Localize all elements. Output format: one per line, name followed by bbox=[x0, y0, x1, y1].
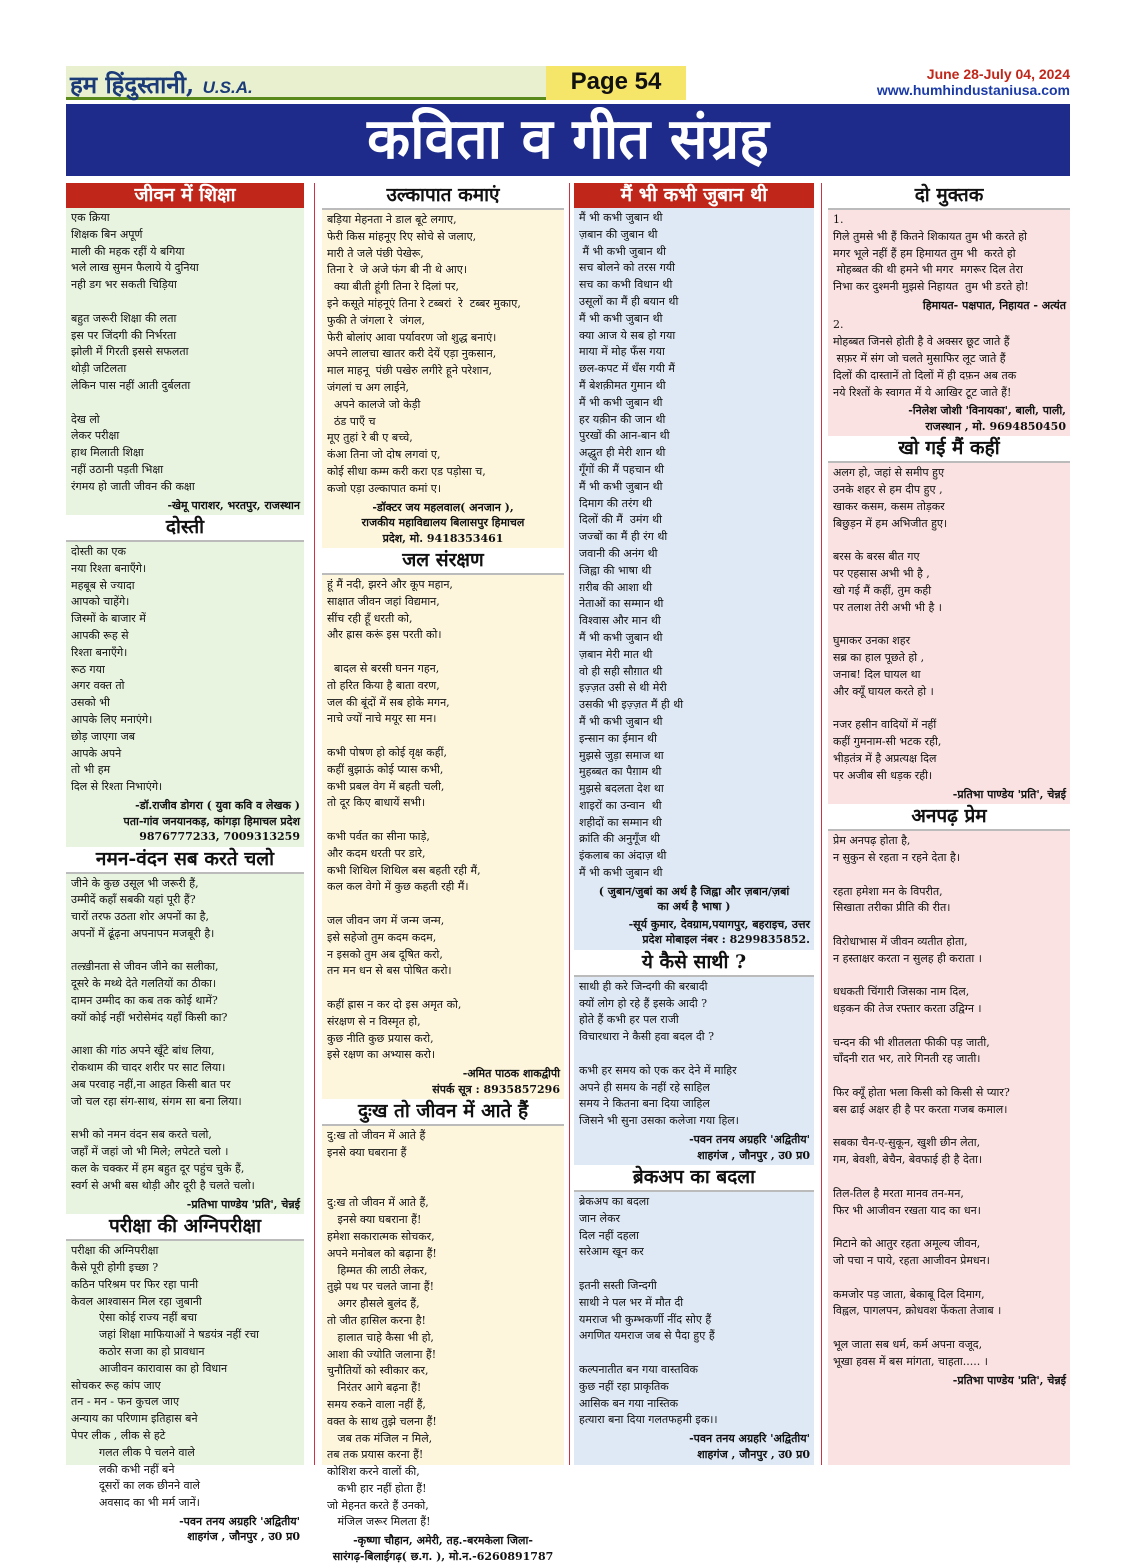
column-3 bbox=[574, 183, 814, 1465]
website-link[interactable]: www.humhindustaniusa.com bbox=[876, 82, 1070, 98]
publication-name bbox=[66, 66, 546, 100]
poem-text: ब्रेकअप का बदला जान लेकर दिल नहीं दहला सरेआम खून कर इतनी सस्ती जिन्दगी साथी ने पल भर में मौत दी यमराज भी कुम्भकर्णी नींद सोए हैं अगणित यमराज जब से पैदा हुए हैं कल्पनातीत बन गया वास्तविक कुछ नहीं रहा प्राकृतिक आसिक बन गया नास्तिक हत्यारा बना दिया गलतफहमी इक।। bbox=[579, 1195, 718, 1427]
poem-title: ये कैसे साथी ? bbox=[574, 950, 814, 977]
poem-title: अनपढ़ प्रेम bbox=[828, 804, 1070, 831]
section-banner: कविता व गीत संग्रह bbox=[66, 104, 1070, 176]
poem-text: मैं भी कभी जुबान थी ज़बान की जुबान थी मैं भी कभी जुबान थी सच बोलने को तरस गयी सच का कभी विधान थी उसूलों का मैं ही बयान थी मैं भी कभी जुबान थी क्या आज ये सब हो गया माया में मोह फँस गया छल-कपट में धँस गयी मैं मैं बेशक़ीमत गुमान थी मैं भी कभी जुबान थी हर यक़ीन की जान थी पुरखों की आन-बान थी अद्धुत ही मेरी शान थी गूँगों की मैं पहचान थी मैं भी कभी जुबान थी दिमाग की तरंग थी दिलों की मैं उमंग थी जज्बों का मैं ही रंग थी जवानी की अनंग थी जिह्वा की भाषा थी ग़रीब की आशा थी नेताओं का सम्मान थी विश्वास और मान थी मैं भी कभी जुबान थी ज़बान मेरी मात थी वो ही सही सौग़ात थी इज़्ज़त उसी से थी मेरी उसकी भी इज़्ज़त मैं ही थी मैं भी कभी जुबान थी इन्सान का ईमान थी मुझसे जुड़ा समाज था मुहब्बत का पैग़ाम थी मुझसे बदलता देश था शाइरों का उन्वान थी शहीदों का सम्मान थी क्रांति की अनुगूँज थी इंकलाब का अंदाज़ थी मैं भी कभी जुबान थी bbox=[579, 211, 684, 880]
column-divider bbox=[569, 183, 570, 1465]
poem-title: जीवन में शिक्षा bbox=[66, 183, 304, 208]
issue-info bbox=[877, 66, 1070, 98]
brand-text: हम हिंदुस्तानी, bbox=[70, 70, 195, 99]
poem-author: -प्रतिभा पाण्डेय 'प्रति', चेन्नई bbox=[952, 787, 1066, 801]
poem-author: -निलेश जोशी 'विनायका', बाली, पाली, राजस्थान , मो. 9694850450 bbox=[908, 404, 1066, 433]
column-divider bbox=[821, 183, 822, 1465]
poem-title: खो गई मैं कहीं bbox=[828, 436, 1070, 463]
poem-title: दो मुक्तक bbox=[828, 183, 1070, 210]
column-1 bbox=[66, 183, 304, 1544]
poem-text: हूं मैं नदी, झरने और कूप महान, साक्षात जीवन जहां विद्यमान, सींच रही हूँ धरती को, और ह्रास करूं इस परती को। बादल से बरसी घनन गहन, तो हरित किया है बाता वरण, जल की बूंदों में सब होके मगन, नाचे ज्यों नाचे मयूर सा मन। कभी पोषण हो कोई वृक्ष कहीं, कहीं बुझाऊं कोई प्यास कभी, कभी प्रबल वेग में बहती चली, तो दूर किए बाधायें सभी। कभी पर्वत का सीना फाड़े, और कदम धरती पर डारे, कभी शिथिल शिथिल बस बहती रही मैं, कल कल वेगो में कुछ कहती रही मैं। जल जीवन जग में जन्म जन्म, इसे सहेजो तुम कदम कदम, न इसको तुम अब दूषित करो, तन मन धन से बस पोषित करो। कहीं ह्रास न कर दो इस अमृत को, संरक्षण से न विस्मृत हो, कुछ नीति कुछ प्रयास करो, इसे रक्षण का अभ्यास करो। bbox=[327, 578, 481, 1062]
poem-text: साथी ही करे जिन्दगी की बरबादी क्यों लोग हो रहे हैं इसके आदी ? होते हैं कभी हर पल राजी विचारधारा ने कैसी हवा बदल दी ? कभी हर समय को एक कर देने में माहिर अपने ही समय के नहीं रहे साहिल समय ने कितना बना दिया जाहिल जिसने भी सुना उसका कलेजा गया हिल। bbox=[579, 979, 739, 1128]
poem-text: जीने के कुछ उसूल भी जरूरी हैं, उम्मीदें कहाँ सबकी यहां पूरी हैं? चारों तरफ उठता शोर अपनों का है, अपनों में ढूंढ़ना अपनापन मजबूरी है। तल्ख़ीनता से जीवन जीने का सलीका, दूसरे के मथ्थे देते गलतियों का ठीका। दामन उम्मीद का कब तक कोई थामें? क्यों कोई नहीं भरोसेमंद यहाँ किसी का? आशा की गांठ अपने खूँटे बांध लिया, रोकथाम की चादर शरीर पर साट लिया। अब परवाह नहीं,ना आहत किसी बात पर जो चल रहा संग-साथ, संगम सा बना लिया। सभी को नमन वंदन सब करते चलो, जहाँ में जहां जो भी मिले; लपेटते चलो । कल के चक्कर में हम बहुत दूर पहुंच चुके हैं, स्वर्ग से अभी बस थोड़ी और दूरी है चलते चलो। bbox=[71, 876, 255, 1192]
poem-title: परीक्षा की अग्निपरीक्षा bbox=[66, 1214, 304, 1241]
poem-text: प्रेम अनपढ़ होता है, न सुकुन से रहता न रहने देता है। रहता हमेशा मन के विपरीत, सिखाता तरीका प्रीति की रीत। विरोधाभास में जीवन व्यतीत होता, न हस्ताक्षर करता न सुलह ही कराता । धधकती चिंगारी जिसका नाम दिल, धड़कन की तेज रफ्तार करता उद्विग्न । चन्दन की भी शीतलता फीकी पड़ जाती, चाँदनी रात भर, तारे गिनती रह जाती। फिर क्यूँ होता भला किसी को किसी से प्यार? बस ढाई अक्षर ही है पर करता गजब कमाल। सबका चैन-ए-सुकून, खुशी छीन लेता, गम, बेवशी, बेचैन, बेवफाई ही है देता। तिल-तिल है मरता मानव तन-मन, फिर भी आजीवन रखता याद का धन। मिटाने को आतुर रहता अमूल्य जीवन, जो पचा न पाये, रहता आजीवन प्रेमधन। कमजोर पड़ जाता, बेकाबू दिल दिमाग, विह्वल, पागलपन, क्रोधवश फेंकता तेजाब । भूल जाता सब धर्म, कर्म अपना वजूद, भूखा हवस में बस मांगता, चाहता..... । bbox=[833, 834, 1010, 1368]
poem-title: मैं भी कभी जुबान थी bbox=[574, 183, 814, 208]
poem-text: एक क्रिया शिक्षक बिन अपूर्ण माली की महक रहीं ये बगिया भले लाख सुमन फैलाये ये दुनिया नही डग भर सकती चिड़िया बहुत जरूरी शिक्षा की लता इस पर जिंदगी की निर्भरता झोली में गिरती इससे सफलता थोड़ी जटिलता लेकिन पास नहीं आती दुर्बलता देख लो लेकर परीक्षा हाथ मिलाती शिक्षा नहीं उठानी पड़ती भिक्षा रंगमय हो जाती जीवन की कक्षा bbox=[71, 211, 199, 493]
poem-author: -खेमू पाराशर, भरतपुर, राजस्थान bbox=[167, 498, 300, 512]
issue-date: June 28-July 04, 2024 bbox=[926, 66, 1070, 82]
poem-text: दु:ख तो जीवन में आते हैं इनसे क्या घबराना हैं दु:ख तो जीवन में आते हैं, इनसे क्या घबराना हैं! हमेशा सकारात्मक सोचकर, अपने मनोबल को बढ़ाना हैं! हिम्मत की लाठी लेकर, तुझे पथ पर चलते जाना हैं! अगर हौसले बुलंद हैं, तो जीत हासिल करना है! हालात चाहे कैसा भी हो, आशा की ज्योति जलाना हैं! चुनौतियों को स्वीकार कर, निरंतर आगे बढ़ना हैं! समय रुकने वाला नहीं हैं, वक्त के साथ तुझे चलना हैं! जब तक मंजिल न मिले, तब तक प्रयास करना हैं! कोशिश करने वालों की, कभी हार नहीं होता हैं! जो मेहनत करते हैं उनको, मंजिल जरूर मिलता हैं! bbox=[327, 1129, 437, 1529]
poem-text: 1. गिले तुमसे भी हैं कितने शिकायत तुम भी करते हो मगर भूले नहीं हैं हम हिमायत तुम भी करते हो मोहब्बत की थी हमने भी मगर मगरूर दिल तेरा निभा कर दुश्मनी मुझसे निहायत तुम भी डरते हो! bbox=[833, 213, 1029, 294]
poem-author: -कृष्णा चौहान, अमेरी, तह.-बरमकेला जिला- सारंगढ़-बिलाईगढ़( छ.ग. ), मो.न.-6260891787 bbox=[332, 1534, 554, 1563]
column-2 bbox=[322, 183, 564, 1563]
poem-author: -पवन तनय अग्रहरि 'अद्वितीय' शाहगंज , जौनपुर , उ0 प्र0 bbox=[179, 1514, 300, 1544]
column-4 bbox=[828, 183, 1070, 1465]
poem-title: नमन-वंदन सब करते चलो bbox=[66, 847, 304, 874]
poem-title: जल संरक्षण bbox=[322, 548, 564, 575]
poem-text: 2. मोहब्बत जिनसे होती है वे अक्सर छूट जाते हैं सफ़र में संग जो चलते मुसाफिर लूट जाते हैं दिलों की दास्तानें तो दिलों में ही दफ़न अब तक नये रिश्तों के स्वागत में ये आखिर टूट जाते हैं! bbox=[833, 318, 1017, 399]
column-divider bbox=[314, 183, 315, 1465]
poem-note: ( जुबान/जुबां का अर्थ है जिह्वा और ज़बान/ज़बां का अर्थ है भाषा ) bbox=[598, 884, 790, 914]
poem-title: दोस्ती bbox=[66, 515, 304, 542]
page-number: Page 54 bbox=[546, 66, 686, 100]
poem-author: -प्रतिभा पाण्डेय 'प्रति', चेन्नई bbox=[186, 1197, 300, 1211]
poem-author: -डॉ.राजीव डोगरा ( युवा कवि व लेखक ) पता-गांव जनयानकड़, कांगड़ा हिमाचल प्रदेश 9876777233, 7009313259 bbox=[123, 799, 300, 843]
poem-title: उल्कापात कमाएं bbox=[322, 183, 564, 210]
poem-title: ब्रेकअप का बदला bbox=[574, 1165, 814, 1192]
poem-text: दोस्ती का एक नया रिश्ता बनाएँगे। महबूब से ज्यादा आपको चाहेंगे। जिस्मों के बाजार में आपकी रूह से रिश्ता बनाएँगे। रूठ गया अगर वक्त तो उसको भी आपके लिए मनाएंगे। छोड़ जाएगा जब आपके अपने तो भी हम दिल से रिश्ता निभाएंगे। bbox=[71, 545, 163, 794]
poem-text: अलग हो, जहां से समीप हुए उनके शहर से हम दीप हुए , खाकर कसम, कसम तोड़कर बिछुड़न में हम अभिजीत हुए। बरस के बरस बीत गए पर एहसास अभी भी है , खो गई मैं कहीं, तुम कही पर तलाश तेरी अभी भी है । घुमाकर उनका शहर सब्र का हाल पूछते हो , जनाब! दिल घायल था और क्यूँ घायल करते हो । नजर हसीन वादियों में नहीं कहीं गुमनाम-सी भटक रही, भीड़तंत्र में है अप्रत्यक्ष दिल पर अजीब सी धड़क रही। bbox=[833, 466, 948, 782]
brand-suffix: U.S.A. bbox=[202, 78, 253, 97]
poem-text: परीक्षा की अग्निपरीक्षा कैसे पूरी होगी इच्छा ? कठिन परिश्रम पर फिर रहा पानी केवल आश्वासन मिल रहा जुबानी ऐसा कोई राज्य नहीं बचा जहां शिक्षा माफियाओं ने षडयंत्र नहीं रचा कठोर सजा का हो प्रावधान आजीवन कारावास का हो विधान सोचकर रूह कांप जाए तन - मन - फन कुचल जाए अन्याय का परिणाम इतिहास बने पेपर लीक , लीक से हटे गलत लीक पे चलने वाले लकी कभी नहीं बने दूसरों का लक छीनने वाले अवसाद का भी मर्म जानें। bbox=[71, 1244, 260, 1510]
poem-author: -डॉक्टर जय महलवाल( अनजान ), राजकीय महाविद्यालय बिलासपुर हिमाचल प्रदेश, मो. 9418353461 bbox=[361, 500, 525, 545]
poem-author: -सूर्य कुमार, देवग्राम,पयागपुर, बहराइच, उत्तर प्रदेश मोबाइल नंबर : 8299835852. bbox=[628, 917, 810, 947]
poem-author: -पवन तनय अग्रहरि 'अद्वितीय' शाहगंज , जौनपुर , उ0 प्र0 bbox=[689, 1432, 810, 1461]
poem-note: हिमायत- पक्षपात, निहायत - अत्यंत bbox=[922, 298, 1066, 312]
poem-author: -पवन तनय अग्रहरि 'अद्वितीय' शाहगंज , जौनपुर , उ0 प्र0 bbox=[689, 1133, 810, 1162]
poem-text: बड़िया मेहनता ने डाल बूटे लगाए, फेरी किस मांहनूए रिए सोचे से जलाए, मारी ते जले पंछी पेखेरू, तिना रे जे अजे फंग बी नी थे आए। क्या बीती हूंगी तिना रे दिलां पर, इने कसूते मांहनूएं तिना रे टब्बरां रे टब्बर मुकाए, फुकी ते जंगला रे जंगल, फेरी बोलांए आवा पर्यावरण जो शुद्ध बनाएं। अपने लालचा खातर करी देयें एड़ा नुकसान, माल माहनू पंछी पखेरु लगीरे हूने परेशान, जंगलां च अग लाईने, अपने कालजे जो केड़ी ठंड पाएँ च मूए तुहां रे बी ए बच्चे, कंआ तिना जो दोष लगवां ए, कोई सीधा कम्म करी करा एड पड़ोसा च, कजो एड़ा उल्कापात कमां ए। bbox=[327, 213, 521, 495]
poem-title: दुःख तो जीवन में आते हैं bbox=[322, 1099, 564, 1126]
poem-author: -अमित पाठक शाकद्वीपी संपर्क सूत्र : 8935857296 bbox=[432, 1067, 560, 1096]
poem-author: -प्रतिभा पाण्डेय 'प्रति', चेन्नई bbox=[952, 1373, 1066, 1387]
masthead bbox=[66, 66, 1070, 100]
